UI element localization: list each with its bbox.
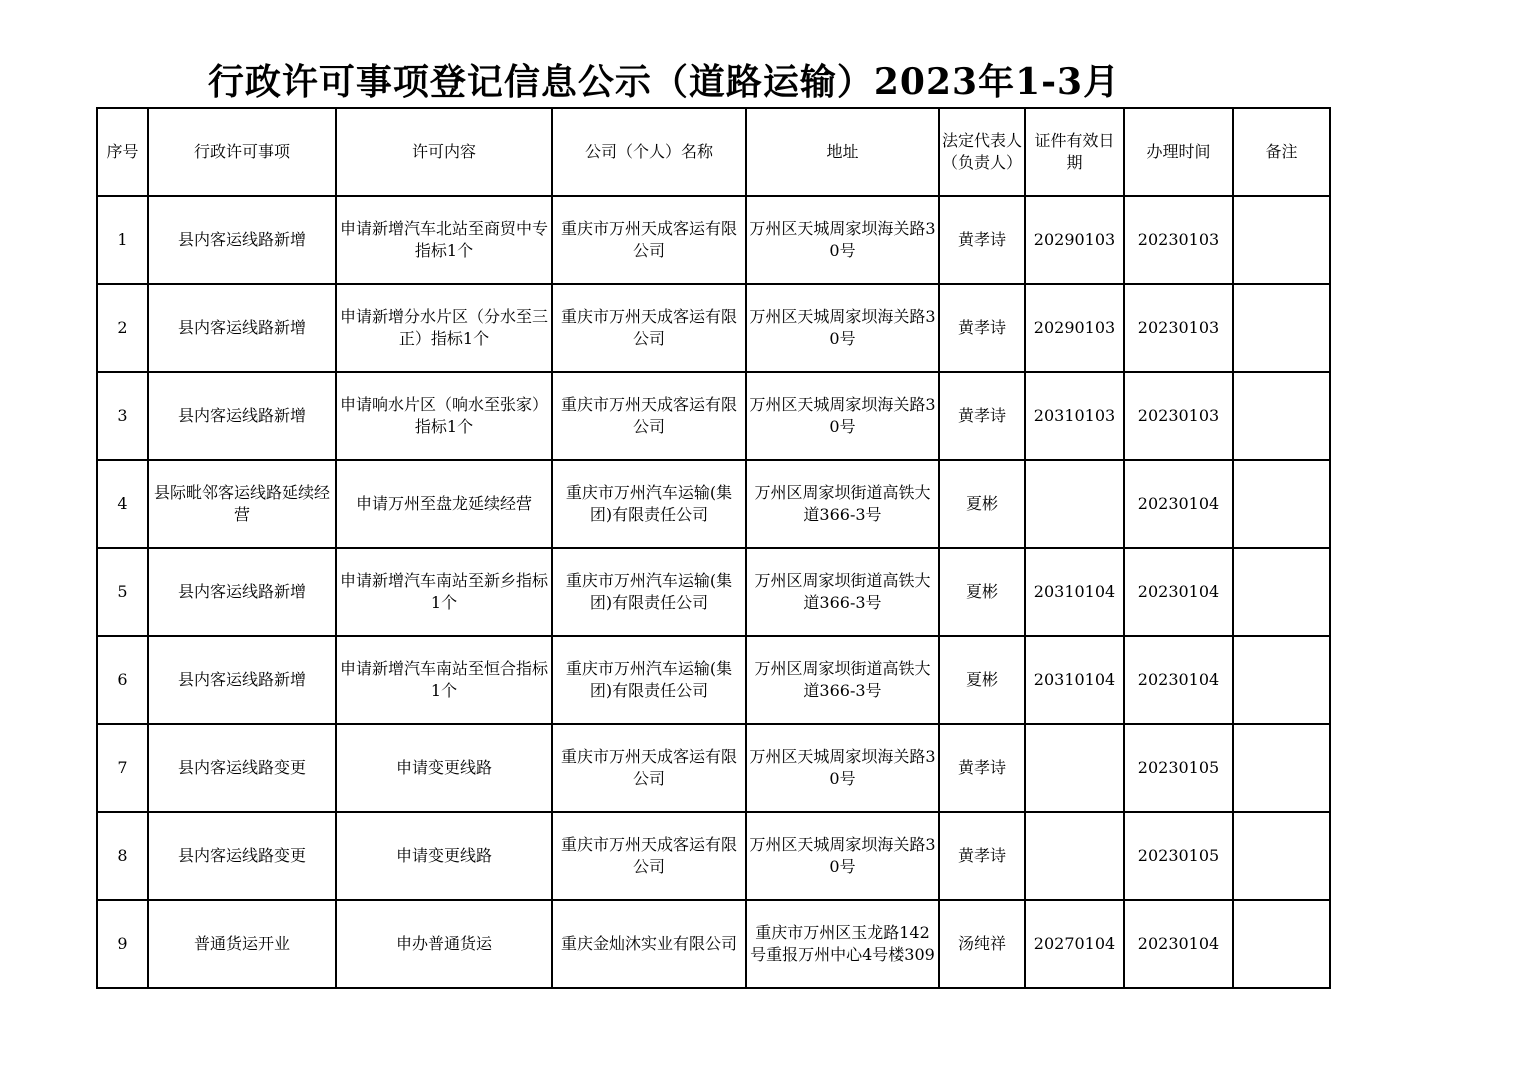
cell-note	[1233, 636, 1330, 724]
cell-item: 县内客运线路新增	[148, 196, 336, 284]
cell-no: 2	[97, 284, 148, 372]
cell-note	[1233, 724, 1330, 812]
cell-content: 申请新增汽车北站至商贸中专指标1个	[336, 196, 552, 284]
cell-company: 重庆市万州天成客运有限公司	[552, 724, 746, 812]
table-row	[97, 724, 1330, 812]
cell-process-date: 20230104	[1124, 460, 1233, 548]
table-row	[97, 636, 1330, 724]
cell-representative: 汤纯祥	[939, 900, 1025, 988]
header-cell-note: 备注	[1233, 108, 1330, 196]
header-cell-content: 许可内容	[336, 108, 552, 196]
cell-representative: 夏彬	[939, 548, 1025, 636]
cell-address: 万州区周家坝街道高铁大道366-3号	[746, 460, 939, 548]
cell-company: 重庆市万州天成客运有限公司	[552, 196, 746, 284]
table-row	[97, 196, 1330, 284]
cell-address: 万州区周家坝街道高铁大道366-3号	[746, 548, 939, 636]
cell-content: 申请变更线路	[336, 724, 552, 812]
cell-content: 申请新增汽车南站至新乡指标1个	[336, 548, 552, 636]
cell-item: 县内客运线路新增	[148, 636, 336, 724]
cell-no: 4	[97, 460, 148, 548]
cell-item: 县内客运线路变更	[148, 812, 336, 900]
cell-address: 万州区周家坝街道高铁大道366-3号	[746, 636, 939, 724]
cell-note	[1233, 196, 1330, 284]
cell-no: 5	[97, 548, 148, 636]
page-title: 行政许可事项登记信息公示（道路运输）2023年1-3月	[207, 61, 1121, 103]
cell-process-date: 20230104	[1124, 548, 1233, 636]
cell-valid-date: 20310104	[1025, 636, 1124, 724]
table-row	[97, 460, 1330, 548]
cell-company: 重庆市万州汽车运输(集团)有限责任公司	[552, 460, 746, 548]
cell-no: 7	[97, 724, 148, 812]
cell-representative: 黄孝诗	[939, 196, 1025, 284]
cell-representative: 黄孝诗	[939, 284, 1025, 372]
cell-valid-date: 20290103	[1025, 196, 1124, 284]
table-row	[97, 548, 1330, 636]
cell-address: 万州区天城周家坝海关路30号	[746, 724, 939, 812]
cell-content: 申请新增汽车南站至恒合指标1个	[336, 636, 552, 724]
cell-address: 万州区天城周家坝海关路30号	[746, 196, 939, 284]
cell-valid-date	[1025, 460, 1124, 548]
table-row	[97, 812, 1330, 900]
cell-representative: 黄孝诗	[939, 724, 1025, 812]
cell-no: 1	[97, 196, 148, 284]
cell-company: 重庆市万州天成客运有限公司	[552, 372, 746, 460]
cell-note	[1233, 900, 1330, 988]
cell-content: 申请响水片区（响水至张家）指标1个	[336, 372, 552, 460]
cell-valid-date	[1025, 812, 1124, 900]
header-cell-item: 行政许可事项	[148, 108, 336, 196]
cell-address: 万州区天城周家坝海关路30号	[746, 372, 939, 460]
cell-item: 县内客运线路新增	[148, 284, 336, 372]
cell-no: 3	[97, 372, 148, 460]
cell-valid-date: 20290103	[1025, 284, 1124, 372]
table-row	[97, 900, 1330, 988]
cell-content: 申请万州至盘龙延续经营	[336, 460, 552, 548]
cell-valid-date: 20310104	[1025, 548, 1124, 636]
cell-item: 县内客运线路变更	[148, 724, 336, 812]
cell-company: 重庆市万州天成客运有限公司	[552, 284, 746, 372]
cell-address: 万州区天城周家坝海关路30号	[746, 284, 939, 372]
cell-item: 县内客运线路新增	[148, 548, 336, 636]
cell-process-date: 20230104	[1124, 900, 1233, 988]
cell-content: 申请变更线路	[336, 812, 552, 900]
cell-representative: 黄孝诗	[939, 812, 1025, 900]
cell-item: 县际毗邻客运线路延续经营	[148, 460, 336, 548]
cell-company: 重庆金灿沐实业有限公司	[552, 900, 746, 988]
cell-process-date: 20230103	[1124, 196, 1233, 284]
cell-content: 申请新增分水片区（分水至三正）指标1个	[336, 284, 552, 372]
cell-content: 申办普通货运	[336, 900, 552, 988]
cell-note	[1233, 460, 1330, 548]
cell-company: 重庆市万州汽车运输(集团)有限责任公司	[552, 636, 746, 724]
table-header-row	[97, 108, 1330, 196]
header-cell-valid-date: 证件有效日期	[1025, 108, 1124, 196]
cell-address: 万州区天城周家坝海关路30号	[746, 812, 939, 900]
cell-note	[1233, 284, 1330, 372]
cell-company: 重庆市万州汽车运输(集团)有限责任公司	[552, 548, 746, 636]
cell-process-date: 20230104	[1124, 636, 1233, 724]
cell-item: 普通货运开业	[148, 900, 336, 988]
cell-company: 重庆市万州天成客运有限公司	[552, 812, 746, 900]
cell-process-date: 20230105	[1124, 724, 1233, 812]
header-cell-process-date: 办理时间	[1124, 108, 1233, 196]
cell-valid-date: 20310103	[1025, 372, 1124, 460]
cell-no: 6	[97, 636, 148, 724]
cell-representative: 黄孝诗	[939, 372, 1025, 460]
cell-note	[1233, 372, 1330, 460]
cell-address: 重庆市万州区玉龙路142号重报万州中心4号楼309	[746, 900, 939, 988]
cell-item: 县内客运线路新增	[148, 372, 336, 460]
cell-note	[1233, 812, 1330, 900]
header-cell-no: 序号	[97, 108, 148, 196]
cell-valid-date	[1025, 724, 1124, 812]
cell-no: 9	[97, 900, 148, 988]
permit-table	[96, 107, 1331, 989]
cell-process-date: 20230103	[1124, 284, 1233, 372]
header-cell-company: 公司（个人）名称	[552, 108, 746, 196]
header-cell-representative: 法定代表人（负责人）	[939, 108, 1025, 196]
table-row	[97, 284, 1330, 372]
cell-process-date: 20230103	[1124, 372, 1233, 460]
header-cell-address: 地址	[746, 108, 939, 196]
cell-representative: 夏彬	[939, 636, 1025, 724]
cell-representative: 夏彬	[939, 460, 1025, 548]
cell-no: 8	[97, 812, 148, 900]
table-row	[97, 372, 1330, 460]
cell-note	[1233, 548, 1330, 636]
cell-process-date: 20230105	[1124, 812, 1233, 900]
cell-valid-date: 20270104	[1025, 900, 1124, 988]
